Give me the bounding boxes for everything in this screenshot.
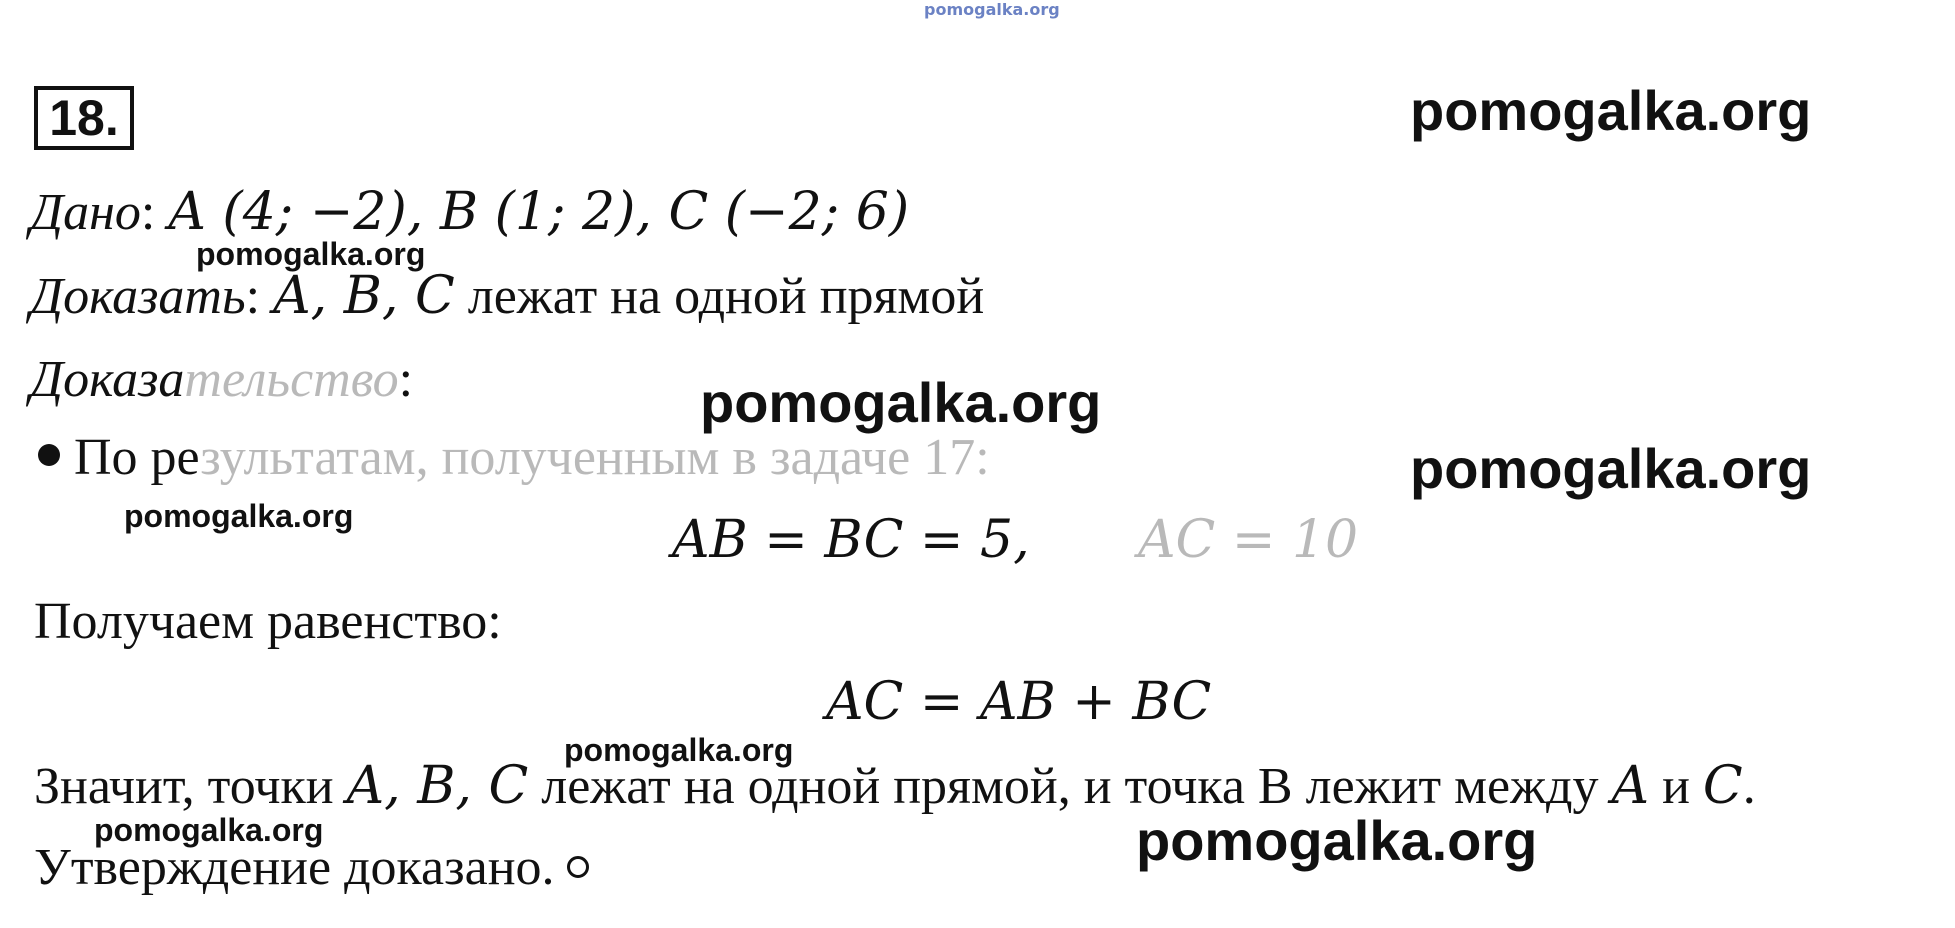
prove-points: A, B, C: [273, 266, 455, 326]
proof-label-line: [30, 350, 413, 410]
prove-text: лежат на одной прямой: [454, 268, 985, 325]
watermark-3: pomogalka.org: [700, 371, 1102, 434]
problem-number: 18.: [34, 86, 134, 150]
equation-distance-ac: AC = 10: [1138, 510, 1359, 570]
proof-colon: :: [398, 351, 414, 408]
watermark-4: pomogalka.org: [1410, 437, 1812, 500]
watermark-7: pomogalka.org: [94, 812, 324, 848]
given-points: A (4; −2), B (1; 2), C (−2; 6): [168, 182, 910, 242]
prove-line: [30, 266, 984, 327]
given-label: Дано: [30, 184, 141, 241]
bullet-line: [38, 428, 990, 488]
conclusion-and: и: [1649, 758, 1703, 815]
final-text: Утверждение доказано.: [34, 839, 555, 896]
given-line: [30, 182, 909, 243]
top-watermark: pomogalka.org: [924, 0, 1060, 19]
equation-distances-ab-bc: AB = BC = 5,: [672, 510, 1030, 570]
conclusion-point-c: C: [1702, 756, 1743, 816]
watermark-6: pomogalka.org: [564, 732, 794, 768]
conclusion-text-a: Значит, точки: [34, 758, 347, 815]
equation-sum: AC = AB + BC: [826, 672, 1212, 732]
bullet-dot: [38, 444, 60, 466]
qed-circle-icon: [567, 856, 589, 878]
conclusion-point-a: A: [1611, 756, 1650, 816]
bullet-text-a: По ре: [74, 429, 201, 486]
proof-label-a: Доказа: [30, 351, 185, 408]
conclusion-text-b: лежат на одной прямой, и точка B лежит между: [528, 758, 1612, 815]
prove-label: Доказать: [30, 268, 246, 325]
watermark-1: pomogalka.org: [1410, 79, 1812, 142]
conclusion-points: A, B, C: [346, 756, 529, 816]
given-colon: :: [140, 184, 156, 241]
proof-label-b: тельство: [184, 351, 399, 408]
equality-intro: Получаем равенство:: [34, 593, 502, 650]
watermark-2: pomogalka.org: [196, 236, 426, 272]
prove-colon: :: [245, 268, 261, 325]
watermark-8: pomogalka.org: [1136, 809, 1538, 872]
watermark-5: pomogalka.org: [124, 498, 354, 534]
conclusion-period: .: [1742, 758, 1756, 815]
bullet-text-b: зультатам, полученным в задаче 17:: [200, 429, 990, 486]
